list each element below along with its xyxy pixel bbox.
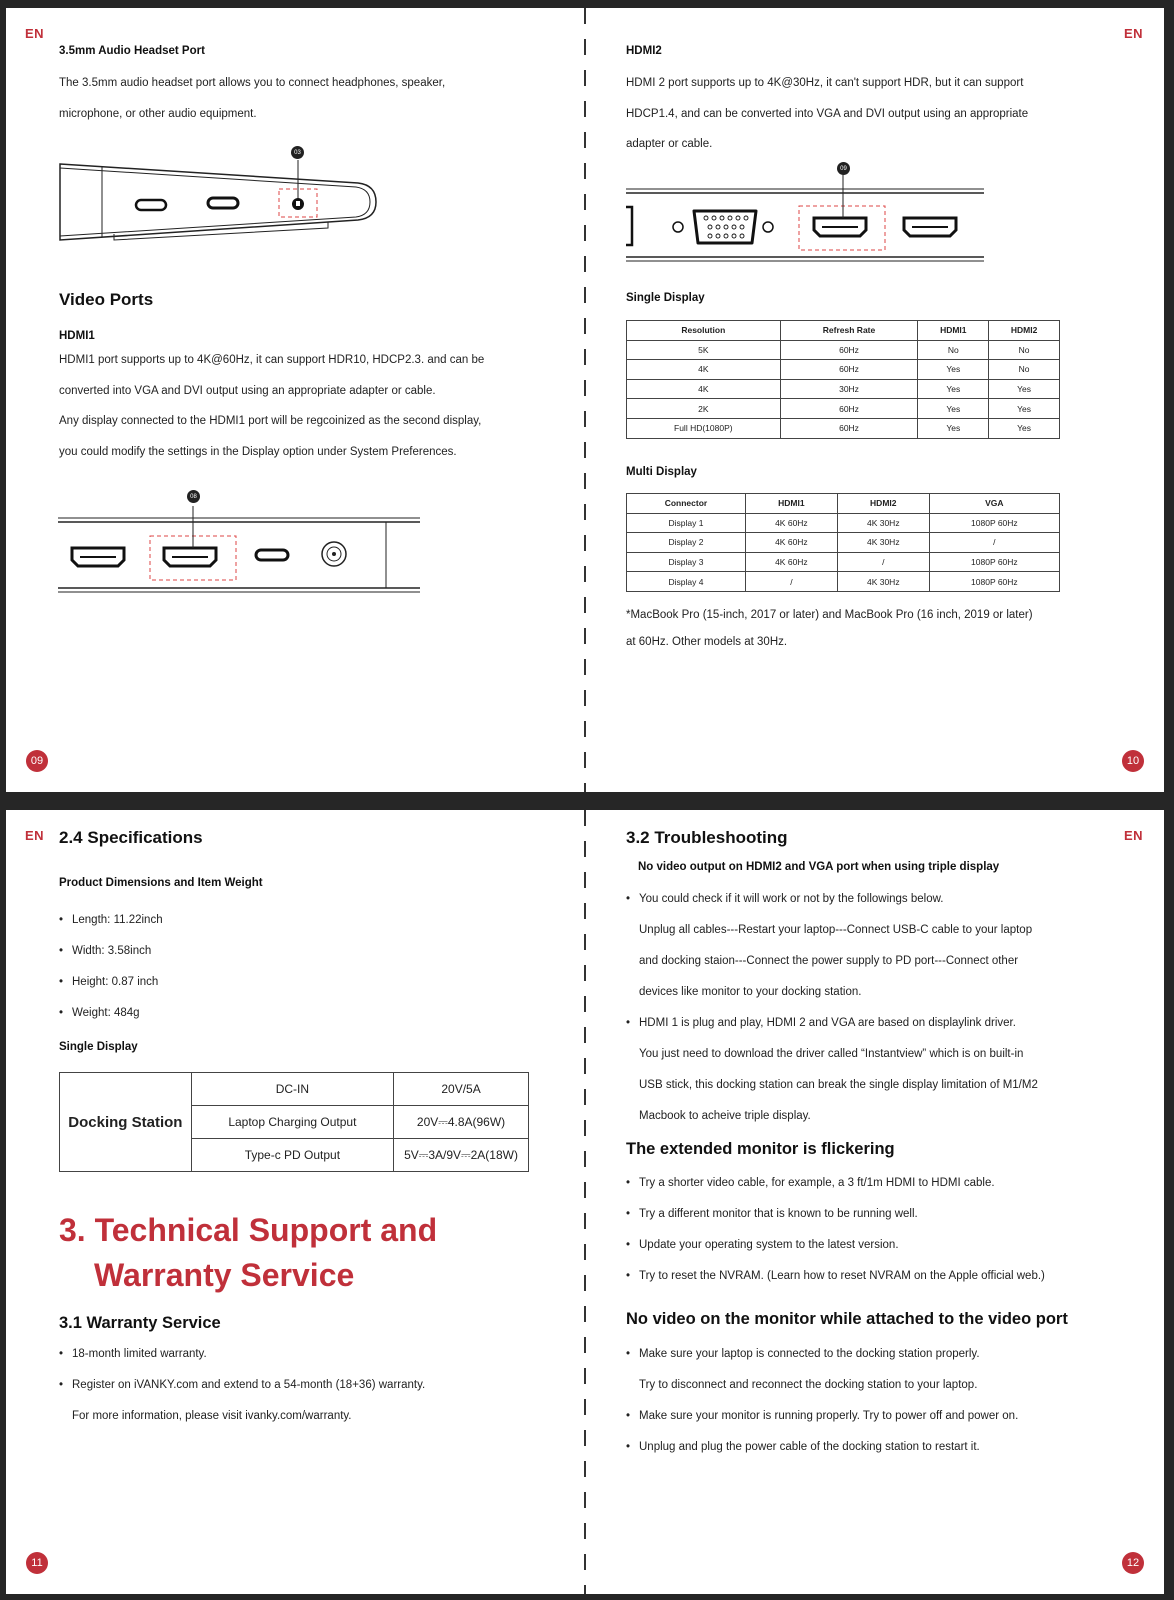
table-row: Full HD(1080P) 60Hz Yes Yes [627, 418, 1060, 438]
table-row: Type-c PD Output 5V⎓3A/9V⎓2A(18W) [60, 1139, 529, 1172]
language-tag: EN [1123, 828, 1143, 843]
list-item: • Length: 11.22inch [59, 905, 163, 936]
column-header: VGA [929, 494, 1059, 514]
spread-pages-11-12 [6, 810, 1164, 1594]
issue-triple-display-list [626, 884, 1038, 1132]
column-header: HDMI1 [918, 321, 989, 341]
list-item: • Make sure your monitor is running properly. Try to power off and power on. [626, 1401, 1018, 1432]
specifications-heading: 2.4 Specifications [59, 828, 203, 847]
table-row: 4K 30Hz Yes Yes [627, 379, 1060, 399]
issue-flickering-list [626, 1168, 1045, 1292]
single-display-heading: Single Display [626, 292, 705, 304]
language-tag: EN [25, 828, 45, 843]
table-row: Display 3 4K 60Hz / 1080P 60Hz [627, 552, 1060, 572]
audio-port-description: The 3.5mm audio headset port allows you to connect headphones, speaker, microphone, or other audio equipment. [59, 77, 446, 120]
list-item: • Register on iVANKY.com and extend to a 54-month (18+36) warranty. For more information, please visit ivanky.com/warranty. [59, 1370, 425, 1432]
issue-no-video-list [626, 1339, 1018, 1463]
hdmi2-heading: HDMI2 [626, 45, 662, 57]
issue-triple-display-title: No video output on HDMI2 and VGA port when using triple display [638, 861, 1000, 873]
dimensions-heading: Product Dimensions and Item Weight [59, 877, 263, 889]
row-header: Docking Station [60, 1073, 192, 1172]
column-header: HDMI2 [837, 494, 929, 514]
page-number-badge: 09 [26, 750, 48, 772]
table-row: 5K 60Hz No No [627, 340, 1060, 360]
video-ports-heading: Video Ports [59, 290, 154, 309]
table-header-row [627, 321, 1060, 341]
page-12 [586, 810, 1164, 1594]
dock-rear-ports-icon [58, 486, 428, 601]
list-item: • Height: 0.87 inch [59, 967, 163, 998]
multi-display-heading: Multi Display [626, 466, 697, 478]
list-item: • Make sure your laptop is connected to the docking station properly. Try to disconnect and reconnect the docking station to your laptop. [626, 1339, 1018, 1401]
warranty-link-text: For more information, please visit ivanky.com/warranty. [72, 1410, 352, 1422]
dock-side-outline-icon [58, 138, 388, 248]
table-row: 4K 60Hz Yes No [627, 360, 1060, 380]
dock-rear-vga-hdmi-icon [626, 153, 991, 268]
hdmi1-heading: HDMI1 [59, 330, 95, 342]
hdmi2-description: HDMI 2 port supports up to 4K@30Hz, it can't support HDR, but it can support HDCP1.4, and can be converted into VGA and DVI output using an appropriate adapter or cable. [626, 77, 1029, 150]
callout-badge-09: 09 [837, 162, 850, 175]
list-item: • Unplug and plug the power cable of the docking station to restart it. [626, 1432, 1018, 1463]
single-display-heading: Single Display [59, 1041, 138, 1053]
page-number-badge: 12 [1122, 1552, 1144, 1574]
callout-badge-08: 08 [187, 490, 200, 503]
list-item: • Update your operating system to the latest version. [626, 1230, 1045, 1261]
dock-rear-view-hdmi1-illustration [58, 486, 428, 601]
list-item: • You could check if it will work or not by the followings below. Unplug all cables---Restart your laptop---Connect USB-C cable to your laptop and docking staion---Connect the power supply to PD port---Connect other devices like monitor to your docking station. [626, 884, 1038, 1008]
page-number-badge: 11 [26, 1552, 48, 1574]
single-display-table [626, 320, 1060, 439]
dock-side-view-illustration [58, 138, 388, 248]
dock-rear-view-hdmi2-illustration [626, 153, 991, 268]
audio-port-heading: 3.5mm Audio Headset Port [59, 45, 205, 57]
list-item: • 18-month limited warranty. [59, 1339, 425, 1370]
warranty-list [59, 1339, 425, 1432]
table-row: Display 1 4K 60Hz 4K 30Hz 1080P 60Hz [627, 513, 1060, 533]
issue-no-video-title: No video on the monitor while attached to the video port [626, 1310, 1068, 1328]
page-11 [6, 810, 584, 1594]
page-number-badge: 10 [1122, 750, 1144, 772]
issue-flickering-title: The extended monitor is flickering [626, 1140, 895, 1158]
table-header-row [627, 494, 1060, 514]
column-header: Connector [627, 494, 746, 514]
table-row: Display 2 4K 60Hz 4K 30Hz / [627, 533, 1060, 553]
list-item: • Width: 3.58inch [59, 936, 163, 967]
page-10 [586, 8, 1164, 792]
spread-pages-09-10 [6, 8, 1164, 792]
dimensions-list [59, 905, 163, 1029]
page-09 [6, 8, 584, 792]
macbook-footnote: *MacBook Pro (15-inch, 2017 or later) and MacBook Pro (16 inch, 2019 or later) at 60Hz. Other models at 30Hz. [626, 609, 1033, 648]
multi-display-table [626, 493, 1060, 592]
troubleshooting-heading: 3.2 Troubleshooting [626, 828, 788, 847]
power-spec-table [59, 1072, 529, 1172]
language-tag: EN [1123, 26, 1143, 41]
language-tag: EN [25, 26, 45, 41]
list-item: • Try a different monitor that is known to be running well. [626, 1199, 1045, 1230]
column-header: HDMI1 [745, 494, 837, 514]
list-item: • Weight: 484g [59, 998, 163, 1029]
list-item: • HDMI 1 is plug and play, HDMI 2 and VGA are based on displaylink driver. You just need to download the driver called “Instantview” which is on built-in USB stick, this docking station can break the single display limitation of M1/M2 Macbook to acheive triple display. [626, 1008, 1038, 1132]
table-row: 2K 60Hz Yes Yes [627, 399, 1060, 419]
table-row: Display 4 / 4K 30Hz 1080P 60Hz [627, 572, 1060, 592]
column-header: HDMI2 [989, 321, 1060, 341]
table-row: Laptop Charging Output 20V⎓4.8A(96W) [60, 1106, 529, 1139]
table-row: Docking Station DC-IN 20V/5A [60, 1073, 529, 1106]
warranty-heading: 3.1 Warranty Service [59, 1314, 221, 1332]
list-item: • Try to reset the NVRAM. (Learn how to reset NVRAM on the Apple official web.) [626, 1261, 1045, 1292]
chapter-title: 3. Technical Support and Warranty Service [59, 1212, 438, 1293]
list-item: • Try a shorter video cable, for example, a 3 ft/1m HDMI to HDMI cable. [626, 1168, 1045, 1199]
column-header: Refresh Rate [780, 321, 918, 341]
column-header: Resolution [627, 321, 781, 341]
hdmi1-description: HDMI1 port supports up to 4K@60Hz, it can support HDR10, HDCP2.3. and can be converted into VGA and DVI output using an appropriate adapter or cable. Any display connected to the HDMI1 port will be regcoinized as the second display, you could modify the settings in the Display option under System Preferences. [59, 354, 485, 458]
callout-badge-03: 03 [291, 146, 304, 159]
